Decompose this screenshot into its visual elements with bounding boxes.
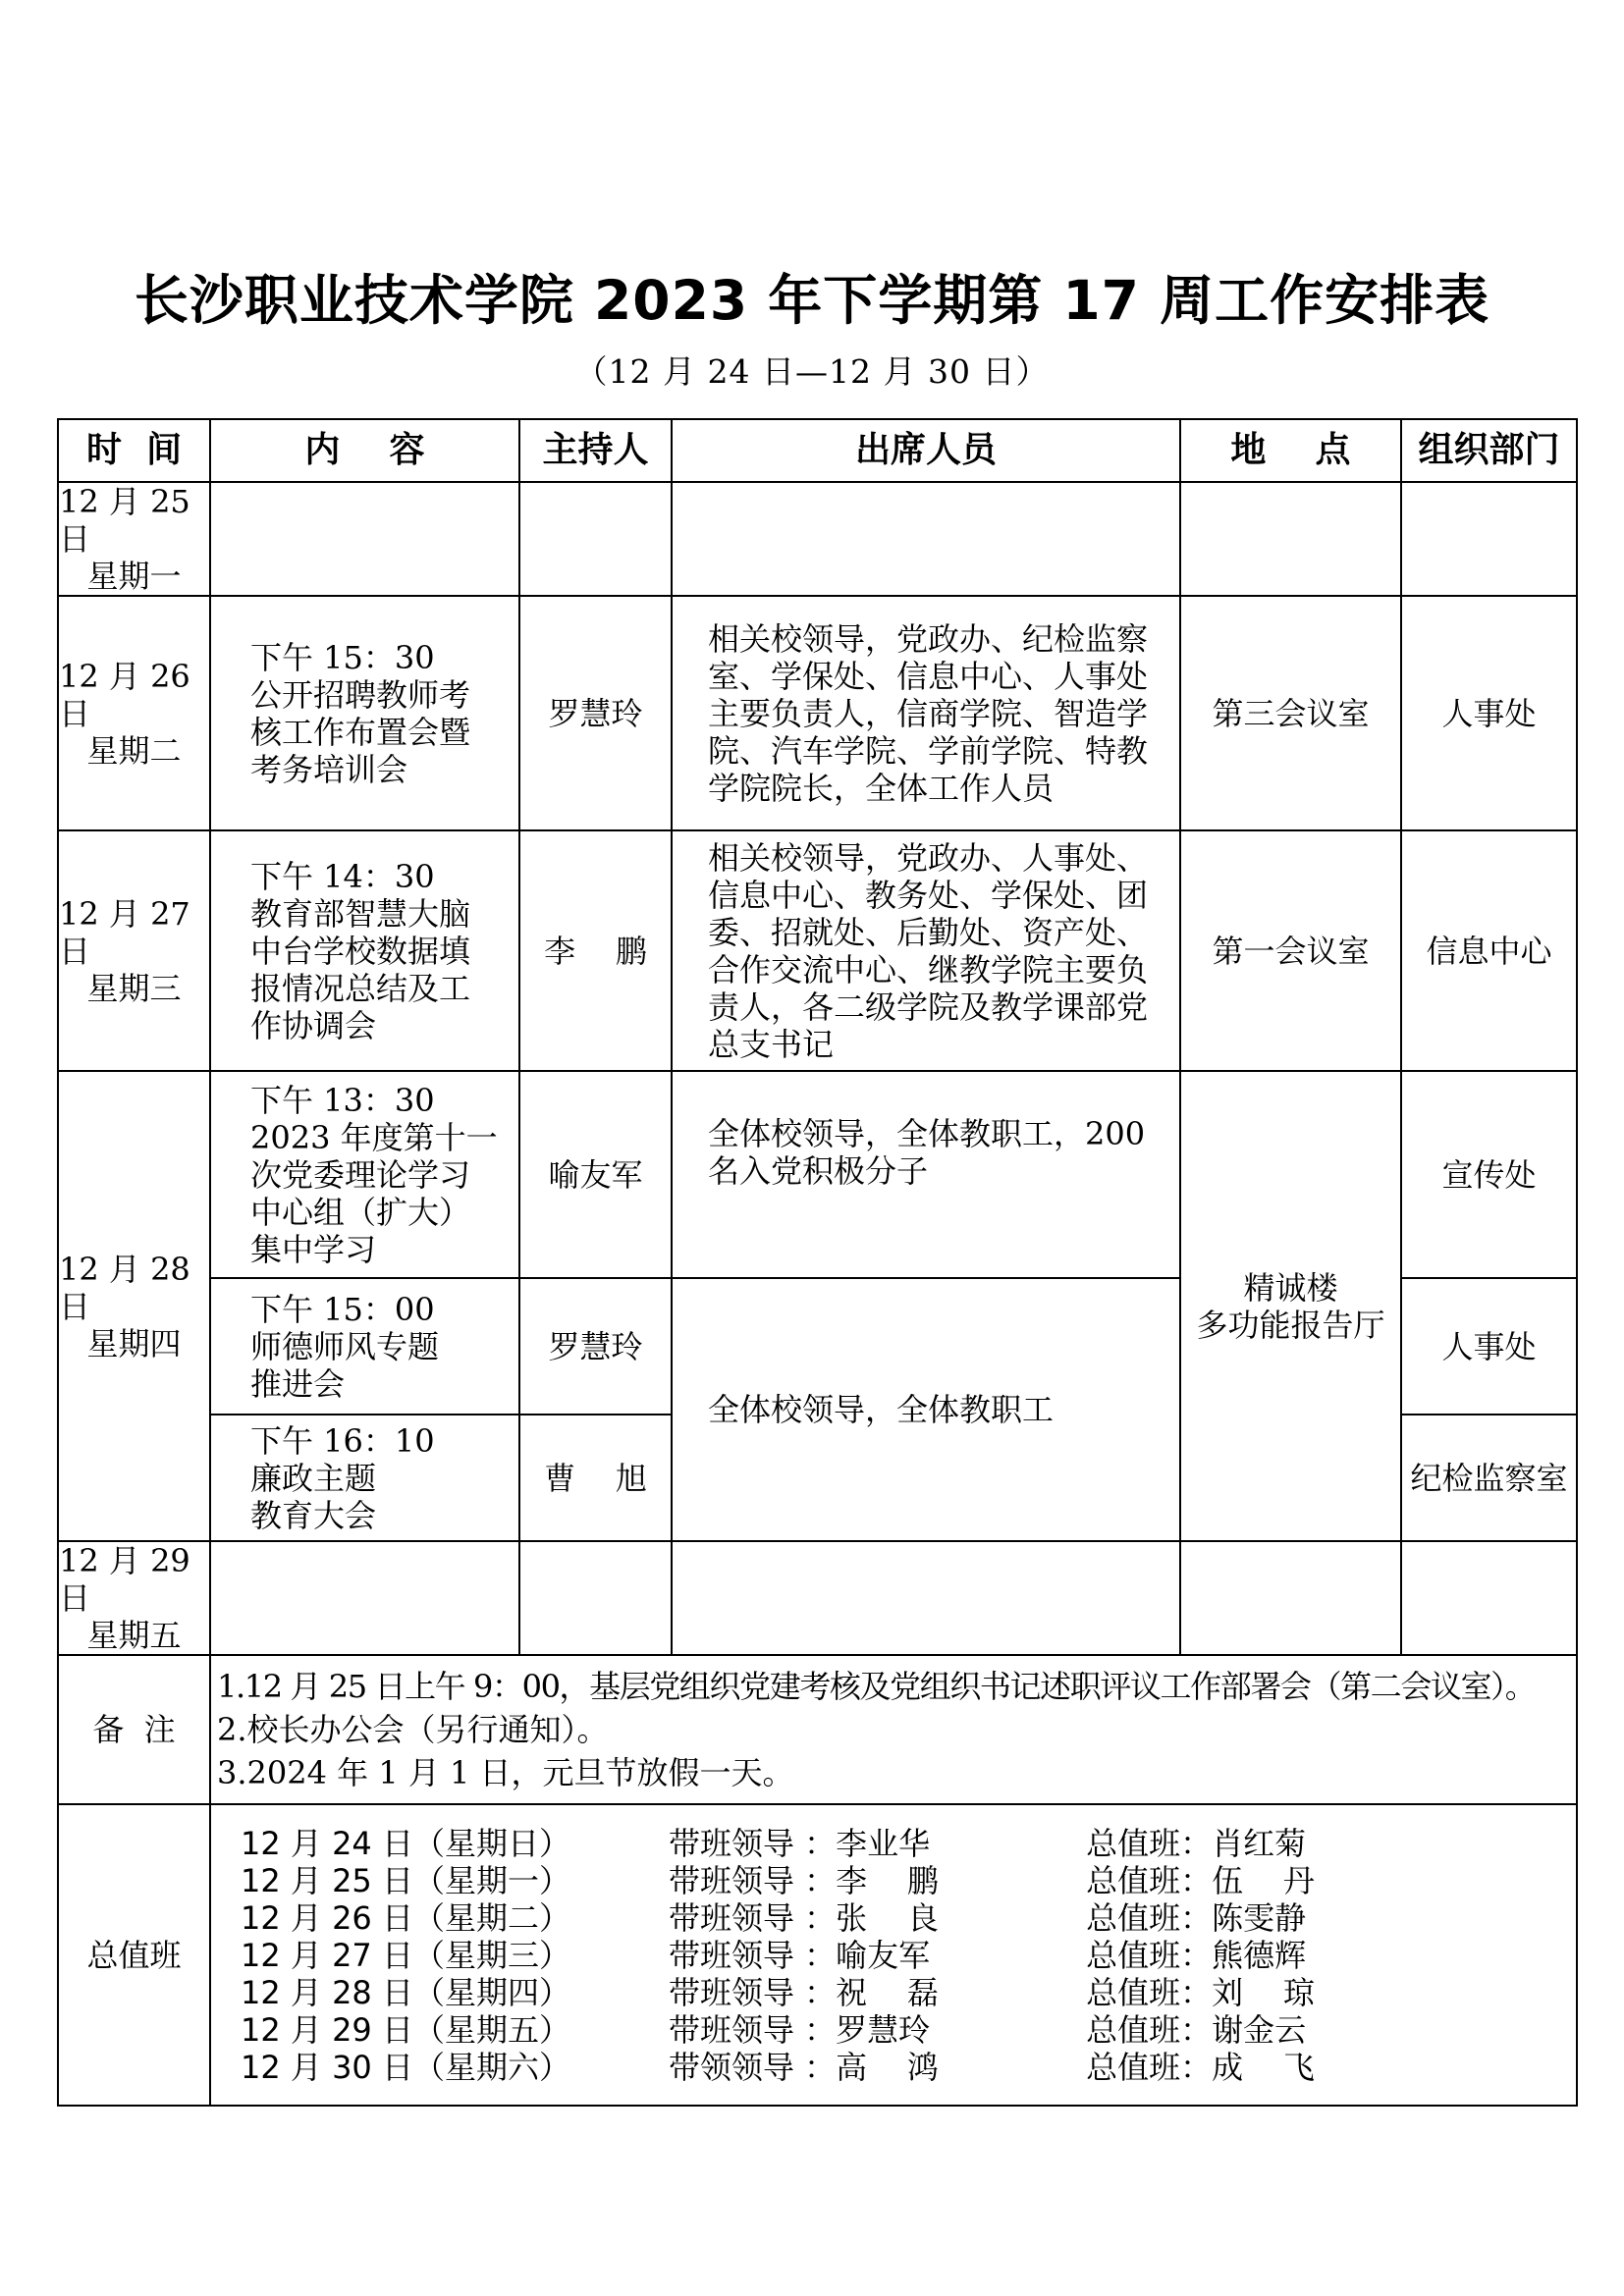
event-location: 第一会议室: [1180, 830, 1401, 1071]
event-content-line: 作协调会: [250, 1006, 377, 1044]
duty-leader-label: 带班领导 ：: [668, 1824, 837, 1862]
duty-roster-row: [241, 1899, 1329, 1937]
duty-weekday: （星期三）: [412, 1936, 570, 1974]
empty-cell: [672, 1541, 1180, 1655]
empty-cell: [1180, 1541, 1401, 1655]
event-department: 信息中心: [1401, 830, 1577, 1071]
event-content-line: 集中学习: [250, 1230, 377, 1268]
date: 12 月 27 日: [59, 894, 190, 970]
event-host: 喻友军: [519, 1071, 672, 1278]
event-host: 曹 旭: [519, 1415, 672, 1541]
duty-leader-label: 带班领导 ：: [668, 2010, 837, 2049]
duty-officer-label: 总值班：: [1086, 1824, 1213, 1862]
event-location: 第三会议室: [1180, 596, 1401, 830]
attendees-line: 相关校领导，党政办、人事处、: [708, 838, 1149, 877]
date-cell: [58, 482, 210, 596]
attendees-line: 总支书记: [708, 1025, 835, 1063]
event-attendees-shared: 全体校领导，全体教职工: [672, 1278, 1180, 1541]
duty-date: 12 月 28 日: [241, 1973, 413, 2011]
event-department: 人事处: [1401, 1278, 1577, 1415]
date: 12 月 29 日: [59, 1542, 190, 1617]
event-content-line: 中心组（扩大）: [250, 1193, 471, 1231]
table-row: [58, 1541, 1577, 1655]
note-item: 1.12 月 25 日上午 9：00，基层党组织党建考核及党组织书记述职评议工作部署会（第二会议室）。: [217, 1668, 1536, 1705]
duty-weekday: （星期一）: [412, 1861, 570, 1899]
duty-roster-row: [241, 2049, 1329, 2086]
duty-weekday: （星期二）: [412, 1898, 570, 1937]
event-content: [210, 1278, 519, 1415]
event-content-line: 考务培训会: [250, 750, 408, 788]
attendees-line: 相关校领导，党政办、纪检监察: [708, 619, 1149, 658]
duty-leader-label: 带班领导 ：: [668, 1973, 837, 2011]
table-row: [58, 1071, 1577, 1278]
attendees-line: 室、学保处、信息中心、人事处: [708, 657, 1149, 695]
event-time: 下午 16：10: [250, 1421, 435, 1460]
event-host: 李 鹏: [519, 830, 672, 1071]
duty-weekday: （星期五）: [412, 2010, 570, 2049]
table-row: [58, 596, 1577, 830]
duty-officer: 谢金云: [1212, 2010, 1307, 2049]
empty-cell: [519, 1541, 672, 1655]
duty-leader-label: 带班领导 ：: [668, 1936, 837, 1974]
date-cell: [58, 1071, 210, 1541]
duty-officer: 刘 琼: [1212, 1973, 1315, 2011]
event-attendees: [672, 1071, 1180, 1278]
duty-content: [210, 1804, 1577, 2106]
weekday: 星期一: [86, 558, 182, 595]
attendees-line: 信息中心、教务处、学保处、团: [708, 876, 1149, 914]
empty-cell: [1180, 482, 1401, 596]
duty-officer: 陈雯静: [1212, 1898, 1307, 1937]
attendees-line: 合作交流中心、继教学院主要负: [708, 950, 1149, 988]
event-content: [210, 830, 519, 1071]
attendees-line: 责人，各二级学院及教学课部党: [708, 988, 1149, 1026]
event-content-line: 廉政主题: [250, 1459, 377, 1497]
duty-leader-label: 带领领导 ：: [668, 2048, 837, 2086]
date-range: （12 月 24 日—12 月 30 日）: [574, 352, 1050, 391]
event-content-line: 次党委理论学习: [250, 1155, 471, 1194]
notes-label: 备 注: [58, 1655, 210, 1804]
weekday: 星期四: [86, 1324, 182, 1362]
location-line: 多功能报告厅: [1196, 1306, 1385, 1344]
page-title: 长沙职业技术学院 2023 年下学期第 17 周工作安排表: [134, 269, 1490, 332]
empty-cell: [210, 482, 519, 596]
event-content-line: 教育部智慧大脑: [250, 894, 471, 933]
duty-date: 12 月 25 日: [241, 1861, 413, 1899]
duty-officer-label: 总值班：: [1086, 1861, 1213, 1899]
header-time: 时 间: [58, 419, 210, 482]
event-content-line: 推进会: [250, 1364, 346, 1403]
event-host: 罗慧玲: [519, 596, 672, 830]
attendees-line: 委、招就处、后勤处、资产处、: [708, 913, 1149, 951]
event-content-line: 教育大会: [250, 1496, 377, 1534]
note-item: 2.校长办公会（另行通知）。: [217, 1711, 609, 1748]
date-cell: [58, 1541, 210, 1655]
duty-roster-row: [241, 1862, 1329, 1899]
duty-officer-label: 总值班：: [1086, 1936, 1213, 1974]
duty-roster-row: [241, 1825, 1329, 1862]
table-row: [58, 830, 1577, 1071]
duty-label: 总值班: [58, 1804, 210, 2106]
date: 12 月 25 日: [59, 483, 190, 558]
duty-leader-label: 带班领导 ：: [668, 1861, 837, 1899]
event-content-line: 核工作布置会暨: [250, 713, 471, 751]
header-department: 组织部门: [1401, 419, 1577, 482]
event-attendees: [672, 830, 1180, 1071]
header-host: 主持人: [519, 419, 672, 482]
note-item: 3.2024 年 1 月 1 日，元旦节放假一天。: [217, 1754, 794, 1791]
event-location: [1180, 1071, 1401, 1541]
event-department: 纪检监察室: [1401, 1415, 1577, 1541]
duty-leader: 李业华: [836, 1824, 931, 1862]
duty-officer: 熊德辉: [1212, 1936, 1307, 1974]
event-time: 下午 14：30: [250, 857, 435, 895]
empty-cell: [1401, 482, 1577, 596]
attendees-line: 名入党积极分子: [708, 1152, 929, 1190]
event-content-line: 报情况总结及工: [250, 969, 471, 1007]
event-content-line: 2023 年度第十一: [250, 1118, 498, 1156]
duty-row: [58, 1804, 1577, 2106]
duty-weekday: （星期四）: [412, 1973, 570, 2011]
duty-date: 12 月 29 日: [241, 2010, 413, 2049]
duty-date: 12 月 27 日: [241, 1936, 413, 1974]
event-content-line: 中台学校数据填: [250, 932, 471, 970]
date-cell: [58, 596, 210, 830]
event-content: [210, 1071, 519, 1278]
attendees-line: 院、汽车学院、学前学院、特教: [708, 731, 1149, 770]
notes-row: [58, 1655, 1577, 1804]
header-attendees: 出席人员: [672, 419, 1180, 482]
empty-cell: [1401, 1541, 1577, 1655]
weekday: 星期三: [86, 969, 182, 1007]
attendees-line: 学院院长，全体工作人员: [708, 769, 1055, 807]
date: 12 月 28 日: [59, 1250, 190, 1325]
duty-officer-label: 总值班：: [1086, 1973, 1213, 2011]
event-time: 下午 15：30: [250, 638, 435, 676]
duty-date: 12 月 24 日: [241, 1824, 413, 1862]
event-content: [210, 1415, 519, 1541]
event-content-line: 公开招聘教师考: [250, 675, 471, 714]
header-row: [58, 419, 1577, 482]
event-content: [210, 596, 519, 830]
duty-weekday: （星期日）: [412, 1824, 570, 1862]
duty-officer-label: 总值班：: [1086, 2010, 1213, 2049]
location-line: 精诚楼: [1243, 1268, 1338, 1307]
attendees-line: 全体校领导，全体教职工，200: [708, 1115, 1146, 1152]
table-row: [58, 482, 1577, 596]
date: 12 月 26 日: [59, 657, 190, 732]
duty-officer-label: 总值班：: [1086, 2048, 1213, 2086]
header-location: 地 点: [1180, 419, 1401, 482]
duty-leader: 罗慧玲: [836, 2010, 931, 2049]
duty-leader-label: 带班领导 ：: [668, 1898, 837, 1937]
duty-roster-row: [241, 1937, 1329, 1974]
header-content: 内 容: [210, 419, 519, 482]
duty-date: 12 月 26 日: [241, 1898, 413, 1937]
event-content-line: 师德师风专题: [250, 1327, 440, 1365]
event-department: 宣传处: [1401, 1071, 1577, 1278]
event-attendees: [672, 596, 1180, 830]
duty-weekday: （星期六）: [412, 2048, 570, 2086]
duty-leader: 李 鹏: [836, 1861, 939, 1899]
duty-roster-row: [241, 2011, 1329, 2049]
duty-officer-label: 总值班：: [1086, 1898, 1213, 1937]
date-cell: [58, 830, 210, 1071]
duty-leader: 张 良: [836, 1898, 939, 1937]
duty-leader: 喻友军: [836, 1936, 931, 1974]
weekday: 星期五: [86, 1617, 182, 1654]
empty-cell: [672, 482, 1180, 596]
event-host: 罗慧玲: [519, 1278, 672, 1415]
event-department: 人事处: [1401, 596, 1577, 830]
empty-cell: [519, 482, 672, 596]
duty-date: 12 月 30 日: [241, 2048, 413, 2086]
event-time: 下午 13：30: [250, 1081, 435, 1119]
duty-roster-row: [241, 1974, 1329, 2011]
duty-leader: 高 鸿: [836, 2048, 939, 2086]
duty-roster: [241, 1825, 1329, 2086]
schedule-table: [57, 418, 1578, 2107]
weekday: 星期二: [86, 731, 182, 770]
attendees-line: 主要负责人，信商学院、智造学: [708, 694, 1149, 732]
notes-content: [210, 1655, 1577, 1804]
empty-cell: [210, 1541, 519, 1655]
duty-leader: 祝 磊: [836, 1973, 939, 2011]
event-time: 下午 15：00: [250, 1290, 435, 1328]
duty-officer: 伍 丹: [1212, 1861, 1315, 1899]
duty-officer: 肖红菊: [1212, 1824, 1307, 1862]
duty-officer: 成 飞: [1212, 2048, 1315, 2086]
